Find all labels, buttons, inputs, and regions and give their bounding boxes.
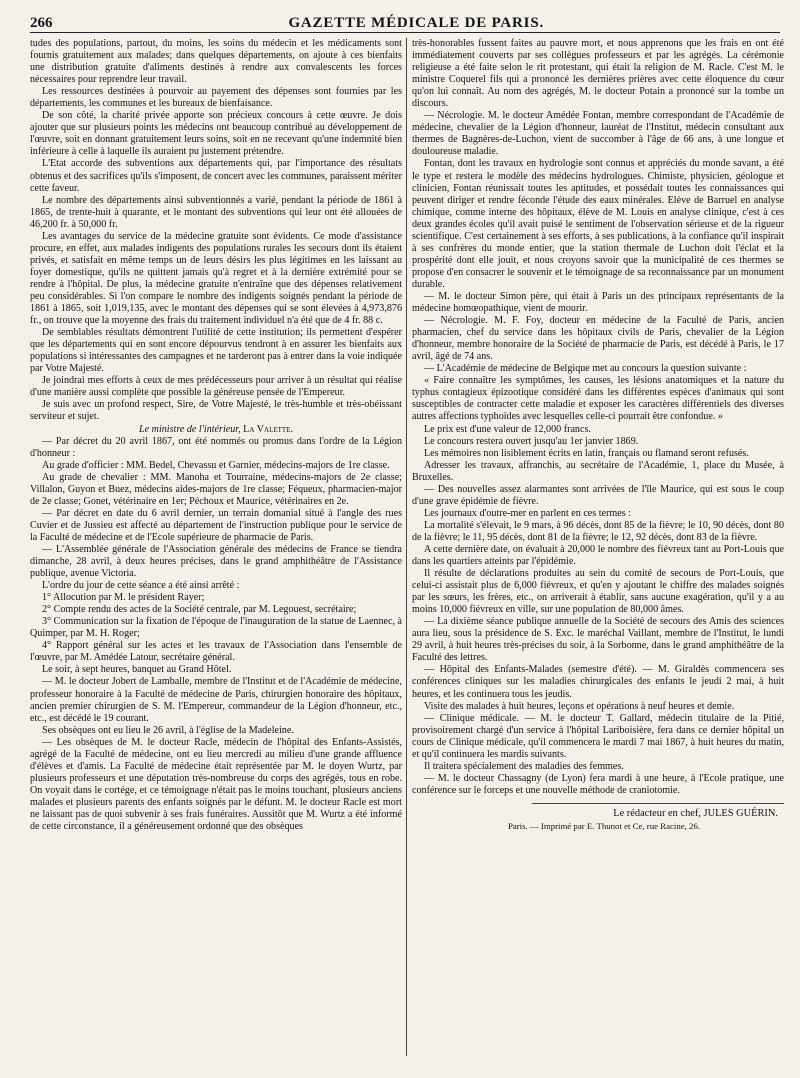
running-title: GAZETTE MÉDICALE DE PARIS. xyxy=(288,15,545,31)
paragraph: De semblables résultats démontrent l'utilité de cette institution; ils permettent d'espérer que les départements qui en sont encore dépourvus tendront à en assurer les bienfaits aux populations si intéressantes des campagnes et ne tarderont pas à entrer dans la voie indiquée par Votre Majesté. xyxy=(30,327,402,375)
signoff-rule xyxy=(532,803,784,804)
paragraph: — Nécrologie. M. le docteur Amédée Fontan, membre correspondant de l'Académie de médecine, chevalier de la Légion d'honneur, lauréat de l'Institut, médecin consultant aux thermes de Bagnères-de-Luchon, vient de succomber à l'âge de 66 ans, à une longue et douloureuse maladie. xyxy=(412,110,784,158)
paragraph: — Des nouvelles assez alarmantes sont arrivées de l'île Maurice, qui est sous le coup d'une grave épidémie de fièvre. xyxy=(412,483,784,507)
paragraph: — M. le docteur Jobert de Lamballe, membre de l'Institut et de l'Académie de médecine, professeur honoraire à la Faculté de médecine de Paris, chirurgien honoraire des hôpitaux, ancien premier chirurgien de S. M. l'Empereur, commandeur de la Légion d'honneur, etc., etc., est décédé le 19 courant. xyxy=(30,676,402,724)
paragraph: Ses obsèques ont eu lieu le 26 avril, à l'église de la Madeleine. xyxy=(42,724,294,736)
paragraph: Je suis avec un profond respect, Sire, de Votre Majesté, le très-humble et très-obéissant serviteur et sujet. xyxy=(30,399,402,423)
paragraph: Le soir, à sept heures, banquet au Grand Hôtel. xyxy=(42,664,232,676)
page-header xyxy=(30,10,780,33)
paragraph: — Hôpital des Enfants-Malades (semestre d'été). — M. Giraldès commencera ses conférences cliniques sur les maladies chirurgicales des enfants le jeudi 2 mai, à huit heures, et les continuera tous les jeudis. xyxy=(412,664,784,700)
signature-title: Le ministre de l'intérieur, xyxy=(139,423,241,435)
editor-signoff: Le rédacteur en chef, JULES GUÉRIN. xyxy=(613,807,778,819)
paragraph: Au grade de chevalier : MM. Manoha et Tourraine, médecins-majors de 2e classe; Villalon, Guyon et Buez, médecins aides-majors de 1re classe; Féqueux, pharmacien-major de 2e classe; Gonet, vétérinaire en 1er; Péchoux et Maurice, vétérinaires en 2e. xyxy=(30,471,402,507)
paragraph: Je joindrai mes efforts à ceux de mes prédécesseurs pour arriver à un résultat qui réalise d'une manière aussi complète que possible la généreuse pensée de l'Empereur. xyxy=(30,375,402,399)
paragraph: L'ordre du jour de cette séance a été ainsi arrêté : xyxy=(42,580,240,592)
paragraph: — Les obsèques de M. le docteur Racle, médecin de l'hôpital des Enfants-Assistés, agrégé de la Faculté de médecine, ont eu lieu mercredi au milieu d'une grande affluence d'élèves et d'amis. La Faculté de médecine était représentée par M. le doyen Wurtz, par plusieurs professeurs et une députation très-nombreuse du corps des agrégés, tous en robe. On voyait dans le cortége, et ce témoignage n'était pas le moins touchant, plusieurs anciens malades et plusieurs parents des enfants soignés par le défunt. M. le docteur Racle est mort ne laissant pas de quoi subvenir à ses frais funéraires. Aussitôt que M. Wurtz a été informé de cette circonstance, il a généreusement ordonné que des obsèques xyxy=(30,736,402,833)
minister-signature xyxy=(30,424,402,436)
paragraph: « Faire connaître les symptômes, les causes, les lésions anatomiques et la nature du typhus contagieux épizootique considéré dans les différentes espèces d'animaux qui sont susceptibles de contracter cette maladie et exposer les caractères différentiels des diverses autres affections typhoïdes avec lesquelles celle-ci pourrait être confondue. » xyxy=(412,375,784,423)
paragraph: — Par décret en date du 6 avril dernier, un terrain domanial situé à l'angle des rues Cuvier et de Jussieu est affecté au département de l'instruction publique pour le service de la Faculté de médecine et de l'Ecole supérieure de pharmacie de Paris. xyxy=(30,507,402,543)
paragraph: Fontan, dont les travaux en hydrologie sont connus et appréciés du monde savant, a été le type et restera le modèle des médecins hydrologues. Chimiste, physicien, géologue et clinicien, Fontan réunissait toutes les aptitudes, et possédait toutes les connaissances qui peuvent diriger et rendre féconde l'étude des eaux minérales. Elève de Barruel en analyse chimique, comme interne des hôpitaux, élève de M. Louis en analyse clinique, c'est à ces deux grandes écoles qu'il avait puisé le sentiment de l'observation sérieuse et de la rigueur scientifique. C'est certainement à ses efforts, à ses publications, à la confiance qu'il inspirait à ses confrères du monde entier, que la station thermale de Luchon doit l'éclat et la prospérité dont elle jouit, et nous croyons savoir que la municipalité de ces thermes se propose d'en consacrer le souvenir et le témoignage de sa reconnaissance par un monument durable. xyxy=(412,158,784,290)
paragraph: La mortalité s'élevait, le 9 mars, à 96 décès, dont 85 de la fièvre; le 10, 90 décès, dont 80 de la fièvre; le 11, 95 décès, dont 81 de la fièvre; le 12, 92 décès, dont 83 de la fièvre. xyxy=(412,519,784,543)
paragraph: — M. le docteur Simon père, qui était à Paris un des principaux représentants de la médecine homœopathique, vient de mourir. xyxy=(412,290,784,315)
paragraph: 3° Communication sur la fixation de l'époque de l'inauguration de la statue de Laennec, à Quimper, par M. H. Roger; xyxy=(30,616,402,640)
paragraph: Adresser les travaux, affranchis, au secrétaire de l'Académie, 1, place du Musée, à Bruxelles. xyxy=(412,459,784,483)
paragraph: — M. le docteur Chassagny (de Lyon) fera mardi à une heure, à l'Ecole pratique, une conférence sur le forceps et une nouvelle méthode de craniotomie. xyxy=(412,772,784,796)
paragraph: Le concours restera ouvert jusqu'au 1er janvier 1869. xyxy=(424,435,639,447)
right-column xyxy=(412,38,784,832)
paragraph: Les journaux d'outre-mer en parlent en ces termes : xyxy=(424,507,631,519)
paragraph: — Par décret du 20 avril 1867, ont été nommés ou promus dans l'ordre de la Légion d'honneur : xyxy=(30,435,402,459)
paragraph: — La dixième séance publique annuelle de la Société de secours des Amis des sciences aura lieu, sous la présidence de S. Exc. le maréchal Vaillant, membre de l'Institut, le lundi 29 avril, à huit heures très-précises du soir, à la Sorbonne, dans le grand amphithéâtre de la Faculté des lettres. xyxy=(412,616,784,664)
paragraph: Le nombre des départements ainsi subventionnés a varié, pendant la période de 1861 à 1865, de trente-huit à quarante, et le montant des subventions qui leur ont été allouées de 46,200 fr. à 50,000 fr. xyxy=(30,194,402,230)
paragraph: A cette dernière date, on évaluait à 20,000 le nombre des fiévreux tant au Port-Louis que dans les quartiers atteints par l'épidémie. xyxy=(412,543,784,568)
paragraph: Il traitera spécialement des maladies des femmes. xyxy=(424,760,624,772)
paragraph: 1° Allocution par M. le président Rayer; xyxy=(42,592,205,604)
paragraph: De son côté, la charité privée apporte son précieux concours à cette œuvre. Je dois ajouter que sur plusieurs points les médecins ont beaucoup contribué au développement de l'œuvre, soit en donnant gratuitement leurs soins, soit en ne recevant qu'une indemnité bien inférieure à celle à laquelle ils auraient pu justement prétendre. xyxy=(30,110,402,158)
column-divider xyxy=(406,38,407,1056)
paragraph: Il résulte de déclarations produites au sein du comité de secours de Port-Louis, que celui-ci assistait plus de 6,000 fiévreux, et qu'en y ajoutant le chiffre des malades soignés par les sœurs, les frères, etc., on arriverait à établir, sans aucune exagération, qu'il y a au moins 10,000 fiévreux en ville, sur une population de 80,000 âmes. xyxy=(412,568,784,616)
paragraph: — L'Assemblée générale de l'Association générale des médecins de France se tiendra dimanche, 28 avril, à deux heures précises, dans le grand amphithéâtre de l'Assistance publique, avenue Victoria. xyxy=(30,543,402,580)
signature-name: La Valette. xyxy=(243,423,293,435)
paragraph: tudes des populations, partout, du moins, les soins du médecin et les médicaments sont fournis gratuitement aux malades; dans quelques départements, on ajoute à ces bienfaits une distribution gratuite d'aliments destinés à rendre aux convalescents les forces nécessaires pour reprendre leur travail. xyxy=(30,38,402,86)
page-number: 266 xyxy=(30,15,53,31)
paragraph: Le prix est d'une valeur de 12,000 francs. xyxy=(424,423,591,435)
left-column xyxy=(30,38,402,833)
paragraph: — Clinique médicale. — M. le docteur T. Gallard, médecin titulaire de la Pitié, provisoirement chargé d'un service à l'hôpital Lariboisière, fera dans ce dernier hôpital un cours de Clinique médicale, qu'il commencera le mardi 7 mai 1867, à huit heures du matin, et qu'il continuera les mardis suivants. xyxy=(412,712,784,760)
paragraph: Les mémoires non lisiblement écrits en latin, français ou flamand seront refusés. xyxy=(424,447,749,459)
paragraph: Au grade d'officier : MM. Bedel, Chevassu et Garnier, médecins-majors de 1re classe. xyxy=(42,459,390,471)
paragraph: — Nécrologie. M. F. Foy, docteur en médecine de la Faculté de Paris, ancien pharmacien, chef du service dans les hôpitaux civils de Paris, chevalier de la Légion d'honneur, membre honoraire de la Société de pharmacie de Paris, est décédé à Paris, le 17 avril, âgé de 74 ans. xyxy=(412,315,784,363)
paragraph: très-honorables fussent faites au pauvre mort, et nous apprenons que les frais en ont été immédiatement couverts par ses collègues professeurs et par les agrégés. La cérémonie religieuse a été faite selon le rit protestant, qui était la religion de M. Racle. C'est M. le ministre Coquerel fils qui a prononcé les dernières prières avec cette éloquence du cœur qu'on lui connaît. Au nom des agrégés, M. le docteur Potain a prononcé sur la tombe un discours. xyxy=(412,38,784,110)
paragraph: Les avantages du service de la médecine gratuite sont évidents. Ce mode d'assistance procure, en effet, aux malades indigents des populations rurales les secours dont ils étaient privés, et satisfait en même temps un de leurs désirs les plus légitimes en les laissant au foyer domestique, qu'ils ne quittent jamais qu'à regret et à la dernière extrémité pour se rendre à l'hôpital. De plus, la médecine gratuite n'entraîne que des dépenses relativement peu considérables. Si l'on compare le nombre des indigents soignés pendant la période de 1861 à 1865, soit 1,019,135, avec le montant des dépenses qui se sont élevées à 4,973,876 fr., on trouve que la moyenne des frais du traitement individuel n'a été que de 4 fr. 88 c. xyxy=(30,230,402,327)
paragraph: Visite des malades à huit heures, leçons et opérations à neuf heures et demie. xyxy=(424,700,735,712)
printer-imprint: Paris. — Imprimé par E. Thunot et Ce, rue Racine, 26. xyxy=(507,821,701,831)
paragraph: L'Etat accorde des subventions aux départements qui, par l'importance des résultats obtenus et des sacrifices qu'ils s'imposent, de concert avec les communes, paraissent mériter cette faveur. xyxy=(30,158,402,194)
paragraph: 4° Rapport général sur les actes et les travaux de l'Association dans l'ensemble de l'œuvre, par M. Amédée Latour, secrétaire général. xyxy=(30,640,402,664)
paragraph: Les ressources destinées à pourvoir au payement des dépenses sont fournies par les départements, les communes et les bureaux de bienfaisance. xyxy=(30,86,402,110)
paragraph: — L'Académie de médecine de Belgique met au concours la question suivante : xyxy=(424,363,747,375)
paragraph: 2° Compte rendu des actes de la Société centrale, par M. Legouest, secrétaire; xyxy=(42,604,357,616)
